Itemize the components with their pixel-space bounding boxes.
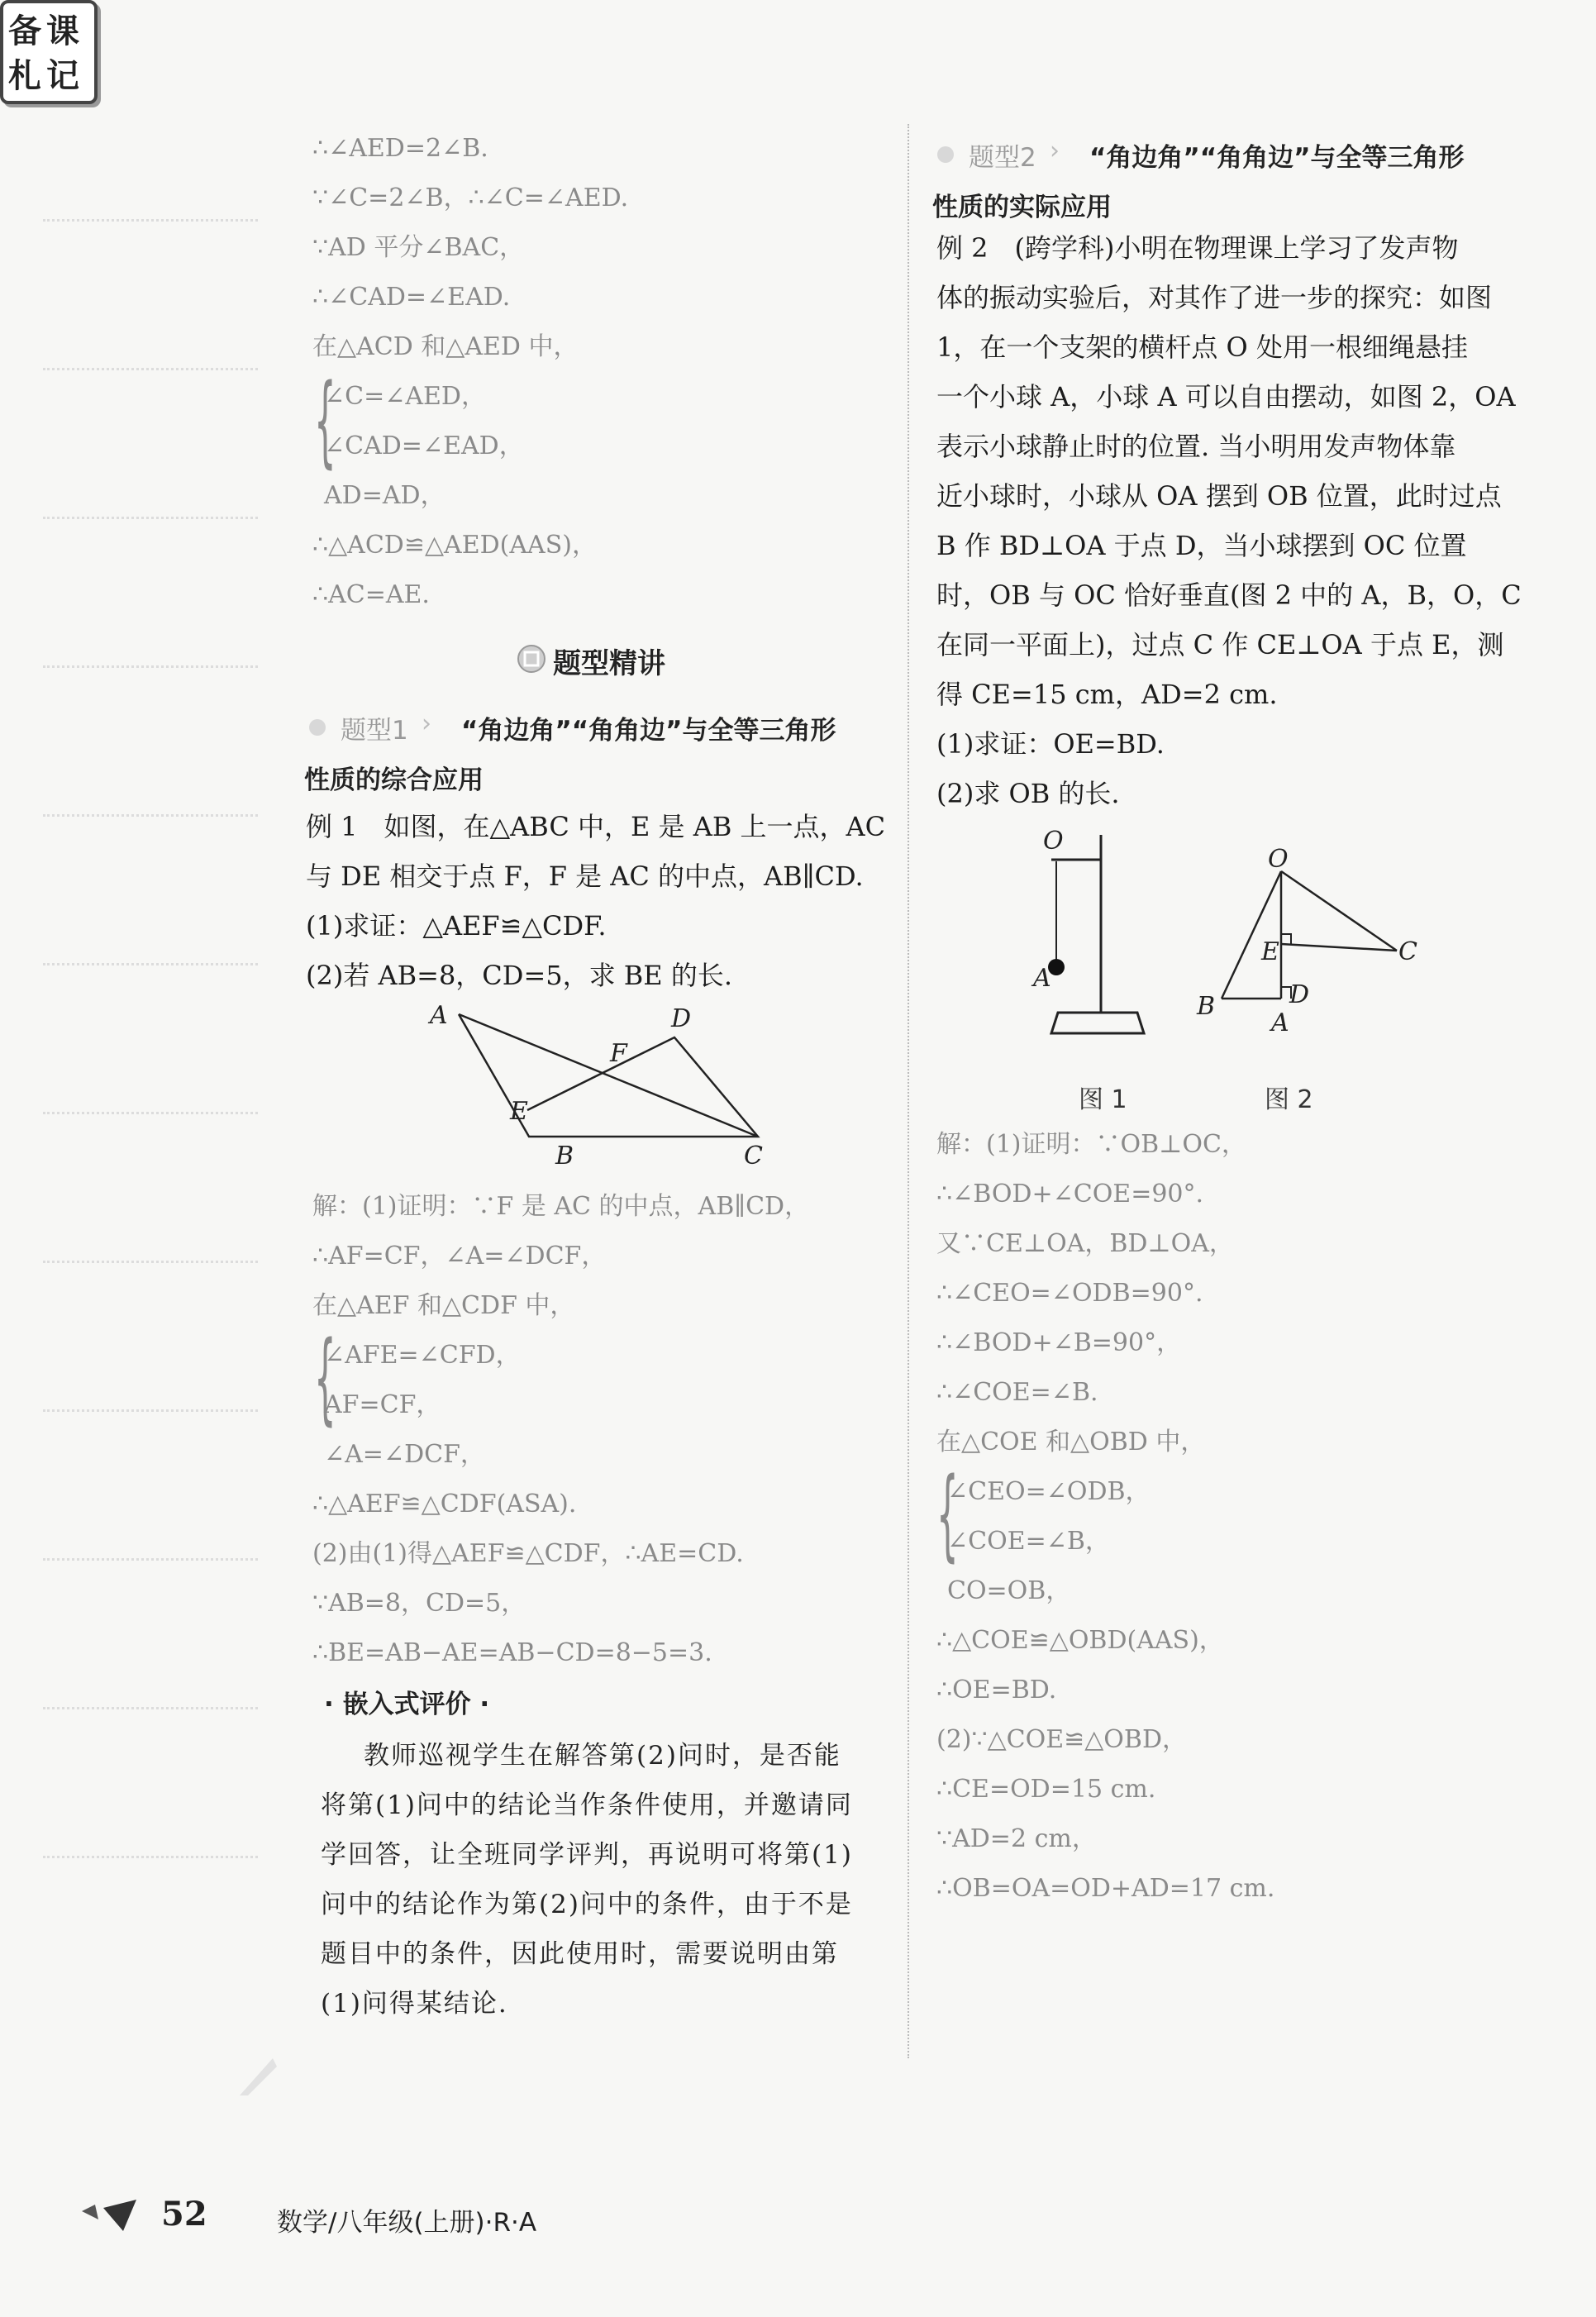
example-line: 近小球时，小球从 OA 摆到 OB 位置，此时过点 xyxy=(936,480,1502,512)
label-O: O xyxy=(1268,845,1289,874)
figure1-pendulum xyxy=(1025,827,1149,1058)
brace: { xyxy=(936,1457,959,1572)
solution-line: 在△AEF 和△CDF 中， xyxy=(312,1291,575,1320)
solution-line: 又∵CE⊥OA，BD⊥OA， xyxy=(936,1229,1234,1258)
leaf-icon xyxy=(306,716,329,739)
corner-arrow-icon xyxy=(79,2195,145,2241)
solution-line: ∴BE=AB−AE=AB−CD=8−5=3. xyxy=(312,1638,712,1667)
label-E: E xyxy=(510,1097,528,1126)
page-number: 52 xyxy=(161,2195,207,2234)
example-line: 体的振动实验后，对其作了进一步的探究：如图 xyxy=(936,282,1493,313)
logo-char: 备 xyxy=(8,12,41,50)
solution-line: ∴CE=OD=15 cm. xyxy=(936,1775,1156,1804)
margin-rule xyxy=(43,1856,258,1858)
figure-triangle-quadrilateral xyxy=(413,996,785,1178)
label-B: B xyxy=(1197,992,1216,1021)
solution-line: (2)∵△COE≌△OBD， xyxy=(936,1725,1188,1754)
solution-line: ∠CAD=∠EAD， xyxy=(324,431,524,460)
evaluation-line: 将第(1)问中的结论当作条件使用，并邀请同 xyxy=(321,1790,853,1820)
logo-char: 记 xyxy=(46,57,79,95)
solution-line: ∵AD 平分∠BAC， xyxy=(312,233,525,262)
margin-rule xyxy=(43,219,258,222)
solution-line: AD=AD， xyxy=(324,481,445,510)
label-F: F xyxy=(610,1039,627,1068)
solution-line: 在△ACD 和△AED 中， xyxy=(312,332,579,361)
example-line: 与 DE 相交于点 F，F 是 AC 的中点，AB∥CD. xyxy=(306,861,864,892)
margin-rule xyxy=(43,1558,258,1561)
solution-line: ∴AF=CF，∠A=∠DCF， xyxy=(312,1242,607,1271)
type2-title: “角边角”“角角边”与全等三角形 xyxy=(1089,143,1465,173)
solution-line: ∴△ACD≌△AED(AAS)， xyxy=(312,531,597,560)
label-A: A xyxy=(1033,964,1051,993)
leaf-icon xyxy=(934,143,957,166)
logo-char: 札 xyxy=(8,57,41,95)
example-line: (1)求证：OE=BD. xyxy=(936,728,1165,760)
example-line: 在同一平面上)，过点 C 作 CE⊥OA 于点 E，测 xyxy=(936,629,1504,660)
pendulum-drawing xyxy=(1025,827,1149,1058)
example-line: 1，在一个支架的横杆点 O 处用一根细绳悬挂 xyxy=(936,331,1468,363)
solution-line: AF=CF， xyxy=(324,1390,441,1419)
evaluation-line: 教师巡视学生在解答第(2)问时，是否能 xyxy=(364,1741,841,1771)
margin-rule xyxy=(43,368,258,370)
chevron-right-icon: › xyxy=(422,709,431,738)
chevron-right-icon: › xyxy=(1050,136,1060,165)
evaluation-line: 题目中的条件，因此使用时，需要说明由第 xyxy=(321,1939,839,1969)
solution-line: ∴OB=OA=OD+AD=17 cm. xyxy=(936,1874,1275,1903)
type1-title: “角边角”“角角边”与全等三角形 xyxy=(461,716,836,746)
figure2-triangles xyxy=(1190,845,1422,1050)
evaluation-title: · 嵌入式评价 · xyxy=(324,1690,490,1719)
logo-char: 课 xyxy=(46,12,79,50)
solution-line: ∠C=∠AED， xyxy=(324,382,486,411)
solution-line: CO=OB， xyxy=(947,1576,1071,1605)
solution-line: ∵AD=2 cm， xyxy=(936,1824,1097,1853)
margin-rule xyxy=(43,1112,258,1114)
brace: { xyxy=(314,364,336,479)
evaluation-line: (1)问得某结论. xyxy=(321,1989,508,2019)
brace: { xyxy=(314,1321,336,1436)
evaluation-line: 问中的结论作为第(2)问中的条件，由于不是 xyxy=(321,1890,853,1919)
margin-rule xyxy=(43,665,258,668)
margin-rule xyxy=(43,1409,258,1412)
margin-rule xyxy=(43,1707,258,1709)
solution-line: ∴∠BOD+∠B=90°， xyxy=(936,1328,1182,1357)
solution-line: ∴AC=AE. xyxy=(312,580,430,609)
geometry-figure xyxy=(413,996,785,1178)
label-O: O xyxy=(1043,827,1064,856)
column-divider xyxy=(908,124,909,2058)
solution-line: (2)由(1)得△AEF≌△CDF，∴AE=CD. xyxy=(312,1539,744,1568)
solution-line: ∵AB=8，CD=5， xyxy=(312,1589,526,1618)
type1-tag: 题型1 xyxy=(341,716,408,746)
margin-rule xyxy=(43,814,258,817)
label-D: D xyxy=(671,1004,692,1033)
label-C: C xyxy=(1398,937,1417,966)
solution-line: ∠AFE=∠CFD， xyxy=(324,1341,521,1370)
label-D: D xyxy=(1289,980,1310,1009)
example-line: 表示小球静止时的位置. 当小明用发声物体靠 xyxy=(936,431,1456,462)
margin-rule xyxy=(43,963,258,965)
label-B: B xyxy=(555,1142,574,1170)
margin-rule xyxy=(43,517,258,519)
solution-line: ∠CEO=∠ODB， xyxy=(947,1477,1151,1506)
book-title: 数学/八年级(上册)·R·A xyxy=(277,2208,537,2238)
solution-line: ∴∠BOD+∠COE=90°. xyxy=(936,1180,1204,1209)
solution-line: 在△COE 和△OBD 中， xyxy=(936,1428,1206,1456)
section-icon xyxy=(517,644,546,674)
margin-rule xyxy=(43,1261,258,1263)
solution-line: 解：(1)证明：∵F 是 AC 的中点，AB∥CD， xyxy=(312,1192,810,1221)
evaluation-line: 学回答，让全班同学评判，再说明可将第(1) xyxy=(321,1840,853,1870)
example-line: (2)求 OB 的长. xyxy=(936,778,1120,809)
solution-line: 解：(1)证明：∵OB⊥OC， xyxy=(936,1130,1246,1159)
example-line: 例 1 如图，在△ABC 中，E 是 AB 上一点，AC xyxy=(306,811,886,842)
solution-line: ∠COE=∠B， xyxy=(947,1527,1110,1556)
page-footer xyxy=(79,2195,822,2244)
example-line: 得 CE=15 cm，AD=2 cm. xyxy=(936,679,1278,710)
type2-tag: 题型2 xyxy=(969,143,1036,173)
solution-line: ∴∠AED=2∠B. xyxy=(312,134,488,163)
solution-line: ∴OE=BD. xyxy=(936,1676,1057,1704)
label-C: C xyxy=(744,1142,763,1170)
solution-line: ∴△AEF≌△CDF(ASA). xyxy=(312,1490,577,1518)
solution-line: ∴△COE≌△OBD(AAS)， xyxy=(936,1626,1224,1655)
example-line: 一个小球 A，小球 A 可以自由摆动，如图 2，OA xyxy=(936,381,1516,412)
figure2-caption: 图 2 xyxy=(1265,1085,1313,1114)
solution-line: ∴∠CAD=∠EAD. xyxy=(312,283,511,312)
type2-title-cont: 性质的实际应用 xyxy=(932,193,1112,222)
label-A: A xyxy=(1271,1008,1289,1037)
solution-line: ∴∠COE=∠B. xyxy=(936,1378,1098,1407)
figure1-caption: 图 1 xyxy=(1079,1085,1127,1114)
example-line: (2)若 AB=8，CD=5，求 BE 的长. xyxy=(306,960,733,991)
label-A: A xyxy=(430,1001,448,1030)
label-E: E xyxy=(1261,937,1279,966)
solution-line: ∴∠CEO=∠ODB=90°. xyxy=(936,1279,1203,1308)
section-title: 题型精讲 xyxy=(553,647,665,680)
solution-line: ∵∠C=2∠B，∴∠C=∠AED. xyxy=(312,184,629,212)
example-line: (1)求证：△AEF≌△CDF. xyxy=(306,910,607,942)
example-line: 时，OB 与 OC 恰好垂直(图 2 中的 A，B，O，C xyxy=(936,579,1522,611)
triangle-drawing xyxy=(1190,851,1422,1050)
corner-decoration-icon xyxy=(236,2050,285,2100)
example-line: 例 2 (跨学科)小明在物理课上学习了发声物 xyxy=(936,232,1459,264)
solution-line: ∠A=∠DCF， xyxy=(324,1440,485,1469)
example-line: B 作 BD⊥OA 于点 D，当小球摆到 OC 位置 xyxy=(936,530,1467,561)
type1-title-cont: 性质的综合应用 xyxy=(304,765,484,795)
logo-stamp xyxy=(0,0,98,104)
